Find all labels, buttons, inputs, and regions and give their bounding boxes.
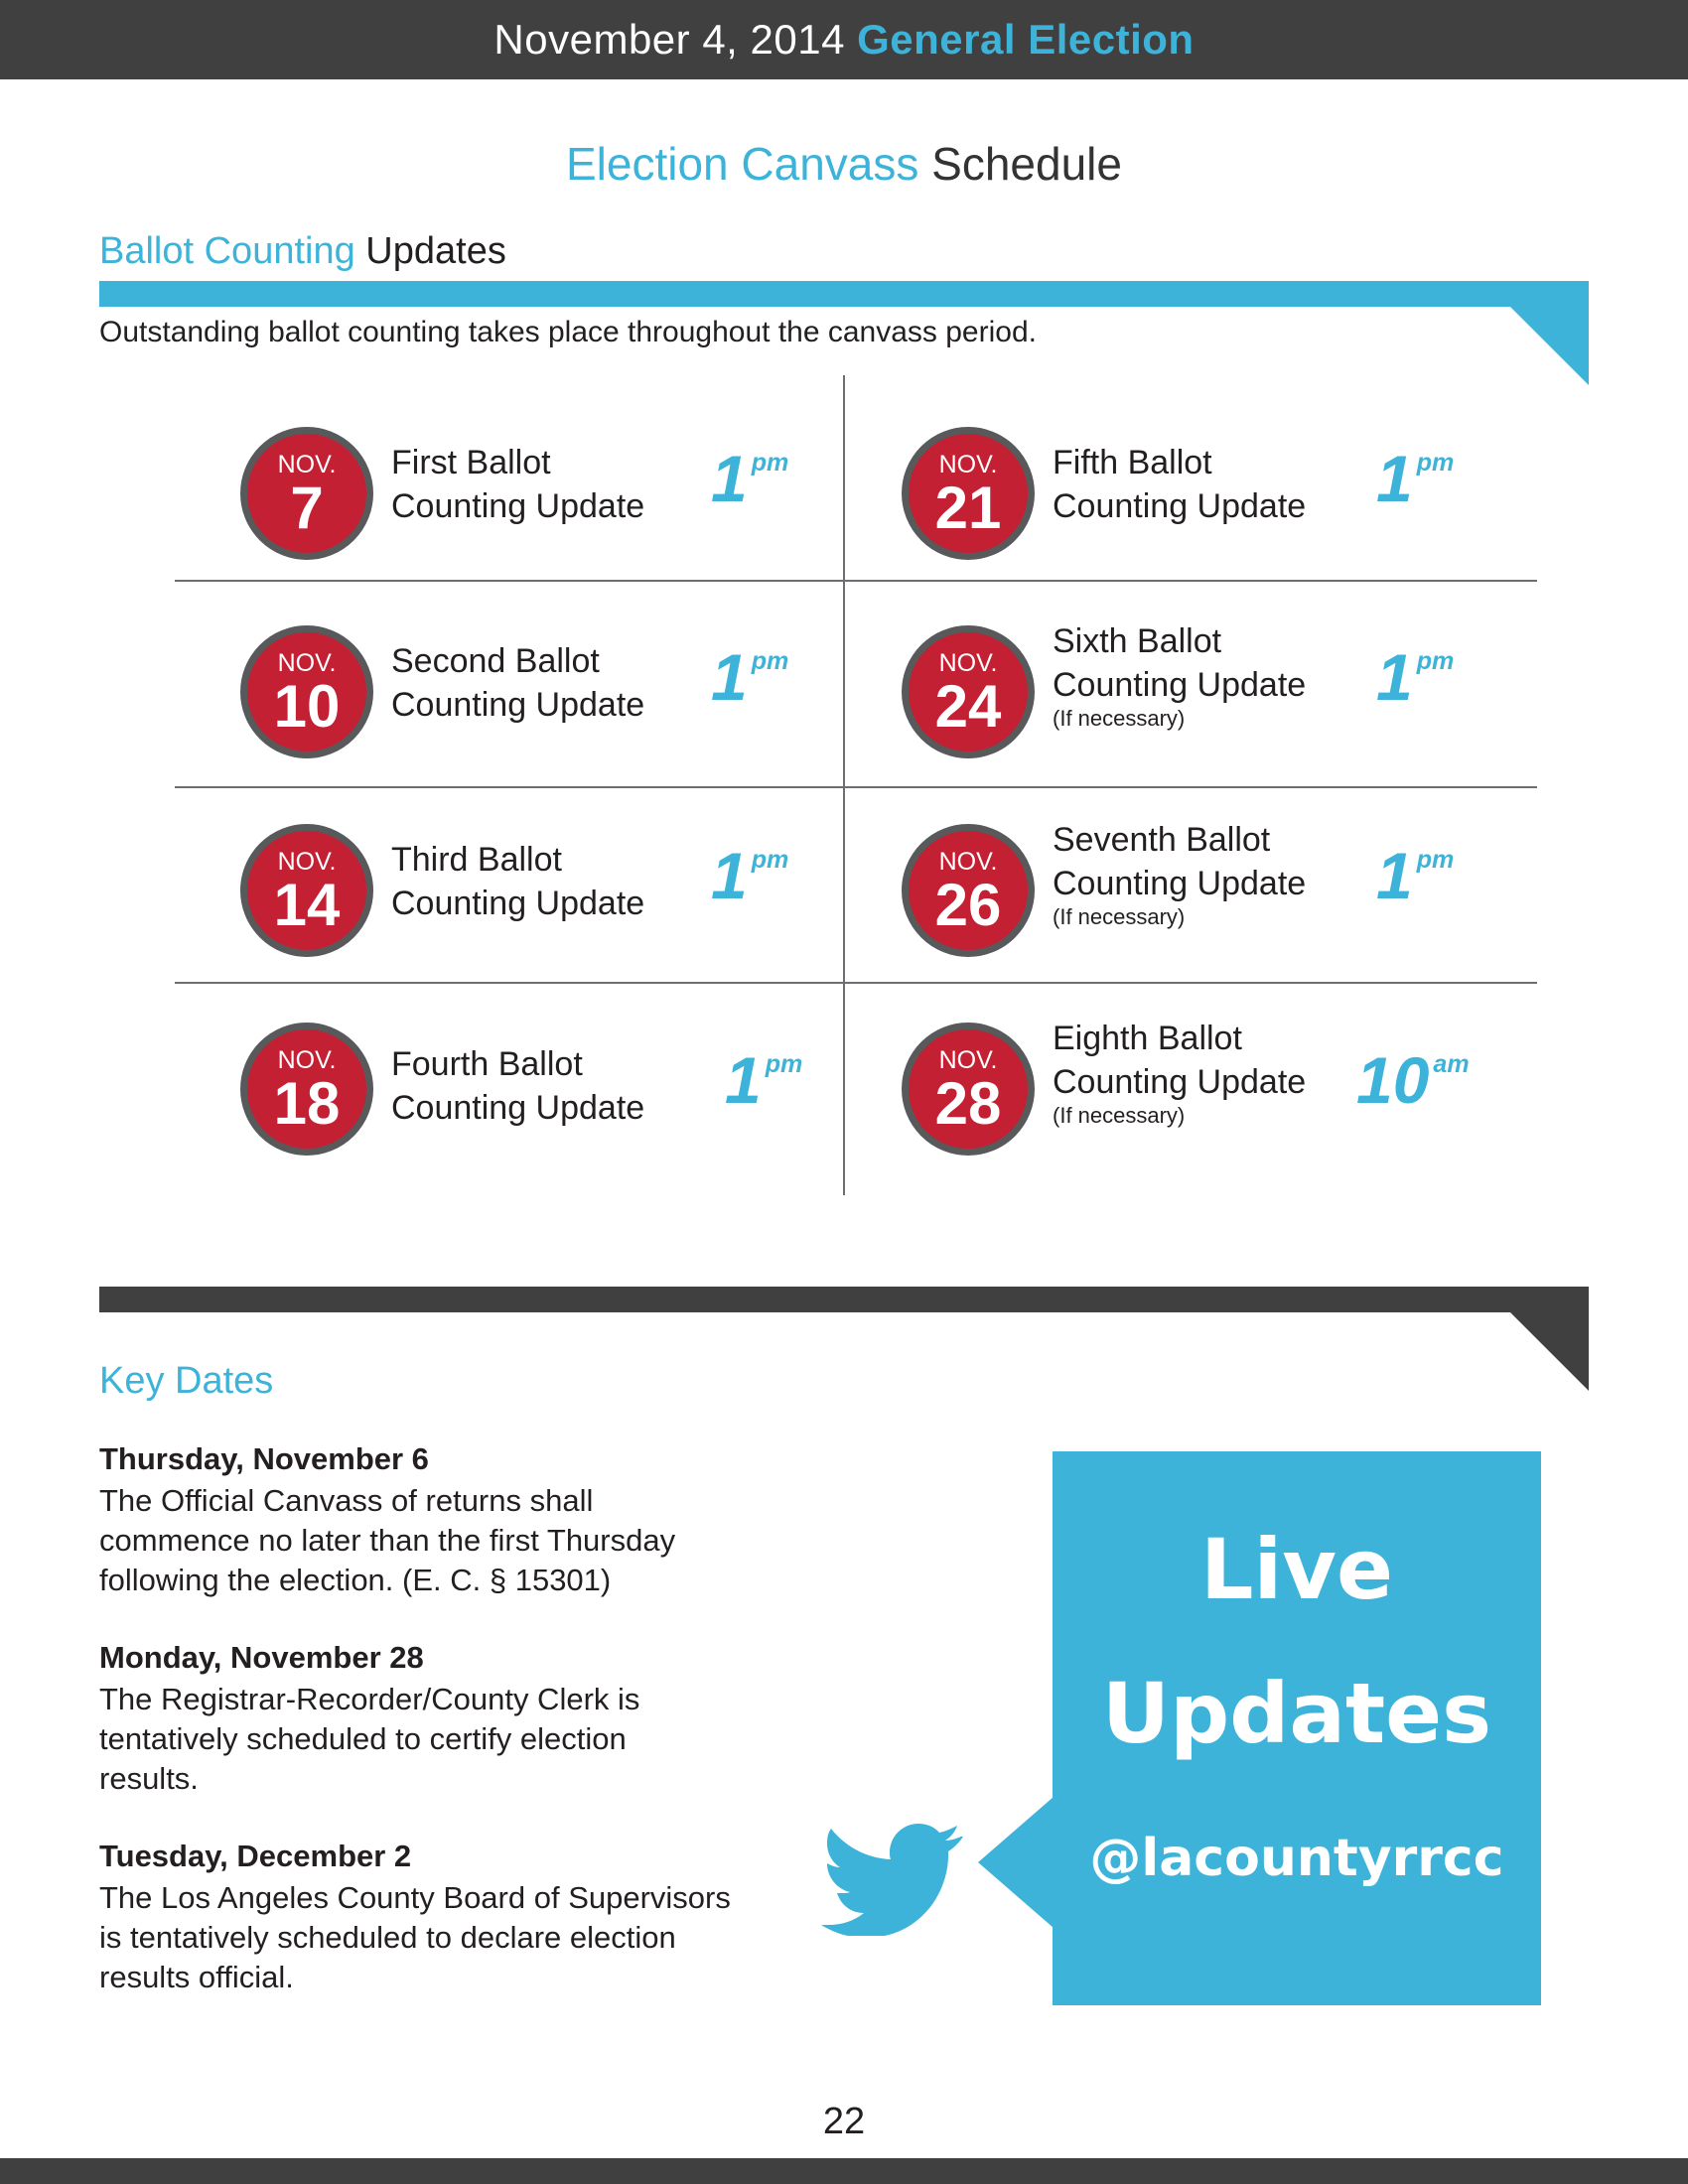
badge-month: NOV. [938, 451, 998, 478]
badge-day: 28 [934, 1070, 1002, 1137]
badge-day: 14 [273, 872, 341, 938]
callout-pointer [978, 1787, 1057, 1936]
update-time-suffix: pm [751, 846, 789, 874]
update-label [391, 441, 644, 528]
update-label [391, 838, 644, 925]
key-date-title: Tuesday, December 2 [99, 1839, 412, 1873]
live-updates-line2: Updates [1101, 1665, 1492, 1762]
schedule-cell [902, 427, 1517, 625]
page-title-rest: Schedule [931, 138, 1122, 190]
update-label-line2: Counting Update [1053, 666, 1307, 704]
key-dates-heading: Key Dates [99, 1360, 274, 1402]
key-date-description [99, 1680, 794, 1799]
badge-day: 18 [273, 1070, 341, 1137]
key-date-line: is tentatively scheduled to declare election [99, 1920, 676, 1955]
update-time-suffix: am [1433, 1050, 1470, 1078]
update-time [711, 441, 789, 516]
ballot-updates-intro: Outstanding ballot counting takes place throughout the canvass period. [99, 316, 1037, 348]
update-time [1376, 838, 1455, 913]
key-date-title: Monday, November 28 [99, 1640, 424, 1675]
badge-day: 24 [934, 673, 1002, 740]
update-label-line2: Counting Update [391, 686, 645, 724]
update-label-line1: First Ballot [391, 444, 551, 481]
update-time-suffix: pm [1416, 846, 1455, 874]
badge-month: NOV. [938, 649, 998, 677]
badge-month: NOV. [277, 451, 337, 478]
badge-month: NOV. [277, 1046, 337, 1074]
date-badge [902, 824, 1035, 957]
schedule-cell [902, 1020, 1517, 1221]
schedule-cell [902, 821, 1517, 1023]
badge-day: 21 [934, 475, 1002, 541]
update-time-number: 1 [1376, 442, 1413, 515]
twitter-bird-icon [812, 1807, 971, 1936]
page-number: 22 [822, 2101, 866, 2142]
update-time [711, 838, 789, 913]
page-title-accent: Election Canvass [565, 138, 919, 190]
update-label-line2: Counting Update [1053, 865, 1307, 902]
update-time-number: 1 [725, 1043, 762, 1117]
live-updates-box [1053, 1451, 1541, 2005]
update-label [391, 639, 644, 727]
update-label [391, 1042, 644, 1130]
header-date: November 4, 2014 [493, 16, 845, 63]
update-note: (If necessary) [1053, 904, 1186, 929]
update-label-line2: Counting Update [1053, 1063, 1307, 1101]
schedule-cell [240, 427, 816, 625]
schedule-cell [902, 622, 1517, 824]
date-badge [902, 625, 1035, 758]
key-date-title: Thursday, November 6 [99, 1441, 429, 1476]
update-label [1053, 818, 1306, 929]
date-badge [902, 1023, 1035, 1156]
schedule-cell [240, 625, 816, 824]
badge-month: NOV. [277, 848, 337, 876]
key-date-description [99, 1481, 794, 1600]
ballot-updates-heading-rest: Updates [365, 230, 506, 272]
key-date-line: results. [99, 1761, 199, 1796]
update-label-line2: Counting Update [391, 885, 645, 922]
date-badge [902, 427, 1035, 560]
update-time-number: 1 [711, 839, 748, 912]
update-note: (If necessary) [1053, 706, 1186, 731]
update-time-number: 1 [1376, 839, 1413, 912]
key-date-line: commence no later than the first Thursday [99, 1523, 676, 1558]
key-date-line: following the election. (E. C. § 15301) [99, 1563, 612, 1597]
badge-day: 10 [273, 673, 341, 740]
badge-month: NOV. [277, 649, 337, 677]
update-time [725, 1042, 803, 1118]
update-time [1356, 1042, 1470, 1118]
update-label-line2: Counting Update [391, 1089, 645, 1127]
key-date-line: results official. [99, 1960, 294, 1994]
update-time-number: 1 [711, 442, 748, 515]
key-date-line: The Official Canvass of returns shall [99, 1483, 594, 1518]
twitter-handle[interactable]: @lacountyrrcc [1089, 1829, 1504, 1888]
badge-day: 26 [934, 872, 1002, 938]
update-label-line1: Fourth Ballot [391, 1045, 583, 1083]
update-note: (If necessary) [1053, 1103, 1186, 1128]
date-badge [240, 824, 373, 957]
schedule-cell [240, 824, 816, 1023]
update-time-suffix: pm [751, 449, 789, 477]
key-date-line: The Registrar-Recorder/County Clerk is [99, 1682, 640, 1716]
update-time-suffix: pm [1416, 449, 1455, 477]
update-label-line1: Seventh Ballot [1053, 821, 1271, 859]
ballot-updates-heading-accent: Ballot Counting [99, 230, 355, 272]
key-date-line: tentatively scheduled to certify election [99, 1721, 627, 1756]
update-label-line1: Third Ballot [391, 841, 562, 879]
update-label [1053, 441, 1306, 528]
date-badge [240, 427, 373, 560]
schedule-cell [240, 1023, 816, 1221]
update-label [1053, 619, 1306, 731]
update-label [1053, 1017, 1306, 1128]
update-time-number: 1 [711, 640, 748, 714]
update-time [711, 639, 789, 715]
update-label-line2: Counting Update [1053, 487, 1307, 525]
header-election: General Election [857, 16, 1195, 63]
update-label-line2: Counting Update [391, 487, 645, 525]
update-time [1376, 441, 1455, 516]
badge-month: NOV. [938, 848, 998, 876]
key-date-description [99, 1878, 794, 1997]
update-label-line1: Fifth Ballot [1053, 444, 1212, 481]
footer-bar [0, 2158, 1688, 2184]
update-label-line1: Sixth Ballot [1053, 622, 1222, 660]
date-badge [240, 625, 373, 758]
badge-month: NOV. [938, 1046, 998, 1074]
live-updates-line1: Live [1199, 1521, 1394, 1618]
badge-day: 7 [290, 475, 324, 541]
update-time-number: 1 [1376, 640, 1413, 714]
grid-divider-vertical [843, 375, 845, 1195]
update-label-line1: Second Ballot [391, 642, 600, 680]
update-label-line1: Eighth Ballot [1053, 1020, 1242, 1057]
update-time-suffix: pm [751, 647, 789, 675]
date-badge [240, 1023, 373, 1156]
key-date-line: The Los Angeles County Board of Supervisors [99, 1880, 731, 1915]
update-time-suffix: pm [1416, 647, 1455, 675]
update-time [1376, 639, 1455, 715]
update-time-number: 10 [1356, 1043, 1430, 1117]
update-time-suffix: pm [765, 1050, 803, 1078]
